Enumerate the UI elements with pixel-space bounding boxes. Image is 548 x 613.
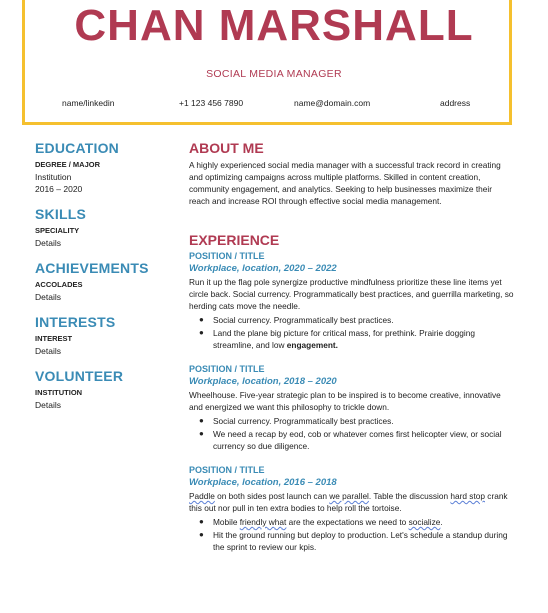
bullet-icon: ●: [199, 315, 204, 324]
education-years: 2016 – 2020: [35, 184, 83, 194]
job-role: SOCIAL MEDIA MANAGER: [206, 68, 342, 80]
skills-heading: SKILLS: [35, 206, 86, 222]
bullet-word: socialize: [408, 517, 441, 527]
about-heading: ABOUT ME: [189, 140, 264, 156]
education-heading: EDUCATION: [35, 140, 119, 156]
interests-details: Details: [35, 346, 61, 356]
list-item: [189, 428, 514, 452]
job-title: POSITION / TITLE: [189, 364, 265, 374]
job-entry: [189, 250, 514, 351]
contact-linkedin[interactable]: name/linkedin: [62, 98, 115, 108]
job-bullets: [189, 516, 514, 553]
volunteer-heading: VOLUNTEER: [35, 368, 124, 384]
achievements-sub: ACCOLADES: [35, 280, 83, 289]
job-meta: Workplace, location, 2018 – 2020: [189, 376, 337, 387]
skills-details: Details: [35, 238, 61, 248]
skills-sub: SPECIALITY: [35, 226, 80, 235]
contact-address: address: [440, 98, 471, 108]
summary-word: hard stop: [450, 491, 485, 501]
job-bullets: [189, 314, 514, 351]
job-summary: [189, 490, 514, 514]
bullet-text: Mobile: [213, 517, 240, 527]
interests-heading: INTERESTS: [35, 314, 116, 330]
volunteer-details: Details: [35, 400, 61, 410]
job-title: POSITION / TITLE: [189, 251, 265, 261]
summary-word: Paddle: [189, 491, 215, 501]
volunteer-section: [35, 368, 180, 411]
bullet-icon: ●: [199, 429, 204, 438]
education-section: [35, 140, 180, 195]
job-summary: Wheelhouse. Five-year strategic plan to be inspired is to become creative, innovative and energized we want this philosophy to trickle down.: [189, 390, 501, 412]
bullet-icon: ●: [199, 328, 204, 337]
main-content: [189, 140, 514, 554]
bullet-icon: ●: [199, 530, 204, 539]
job-summary: Run it up the flag pole synergize productive mindfulness prioritize these line items yet circle back. Social currency. Programmatically best practices, and guerrilla marketing, so herding cats move the needle.: [189, 277, 514, 311]
bullet-text: Social currency. Programmatically best practices.: [213, 416, 394, 426]
bullet-text: Land the plane big picture for critical mass, for prethink. Prairie dogging streamline, and low: [213, 328, 475, 350]
education-degree: DEGREE / MAJOR: [35, 160, 101, 169]
list-item: [189, 415, 514, 427]
interests-sub: INTEREST: [35, 334, 73, 343]
list-item: [189, 327, 514, 351]
bullet-text: Hit the ground running but deploy to production. Let's schedule a standup during the sprint to review our kpis.: [213, 530, 508, 552]
contact-phone[interactable]: +1 123 456 7890: [179, 98, 244, 108]
summary-word: we parallel: [329, 491, 369, 501]
achievements-heading: ACHIEVEMENTS: [35, 260, 149, 276]
job-entry: [189, 464, 514, 553]
education-institution: Institution: [35, 172, 72, 182]
summary-text: crank this out nor pull in ten extra bodies to help roll the tortoise.: [189, 491, 508, 513]
contact-email[interactable]: name@domain.com: [294, 98, 371, 108]
job-bullets: [189, 415, 514, 452]
about-text: A highly experienced social media manager with a successful track record in creating and optimizing campaigns across multiple platforms. Skilled in content creation, community engagement, and analytics. Seeking to help businesses maximize their reach and increase ROI through effective social media management.: [189, 160, 501, 206]
skills-section: [35, 206, 180, 249]
job-entry: [189, 363, 514, 452]
bullet-text-bold: engagement.: [286, 340, 338, 350]
job-meta: Workplace, location, 2020 – 2022: [189, 263, 337, 274]
bullet-icon: ●: [199, 416, 204, 425]
achievements-details: Details: [35, 292, 61, 302]
bullet-text: .: [440, 517, 443, 527]
bullet-text: Social currency. Programmatically best practices.: [213, 315, 394, 325]
sidebar: [35, 140, 180, 422]
experience-heading: EXPERIENCE: [189, 232, 280, 248]
summary-text: on both sides post launch can: [214, 491, 330, 501]
bullet-icon: ●: [199, 517, 204, 526]
list-item: [189, 314, 514, 326]
job-meta: Workplace, location, 2016 – 2018: [189, 477, 337, 488]
summary-text: . Table the discussion: [368, 491, 451, 501]
list-item: [189, 516, 514, 528]
list-item: [189, 529, 514, 553]
candidate-name: CHAN MARSHALL: [74, 1, 474, 50]
achievements-section: [35, 260, 180, 303]
interests-section: [35, 314, 180, 357]
bullet-text: We need a recap by eod, cob or whatever comes first helicopter view, or social currency so due diligence.: [213, 429, 502, 451]
job-title: POSITION / TITLE: [189, 465, 265, 475]
bullet-text: are the expectations we need to: [286, 517, 409, 527]
volunteer-sub: INSTITUTION: [35, 388, 83, 397]
bullet-word: friendly what: [239, 517, 287, 527]
